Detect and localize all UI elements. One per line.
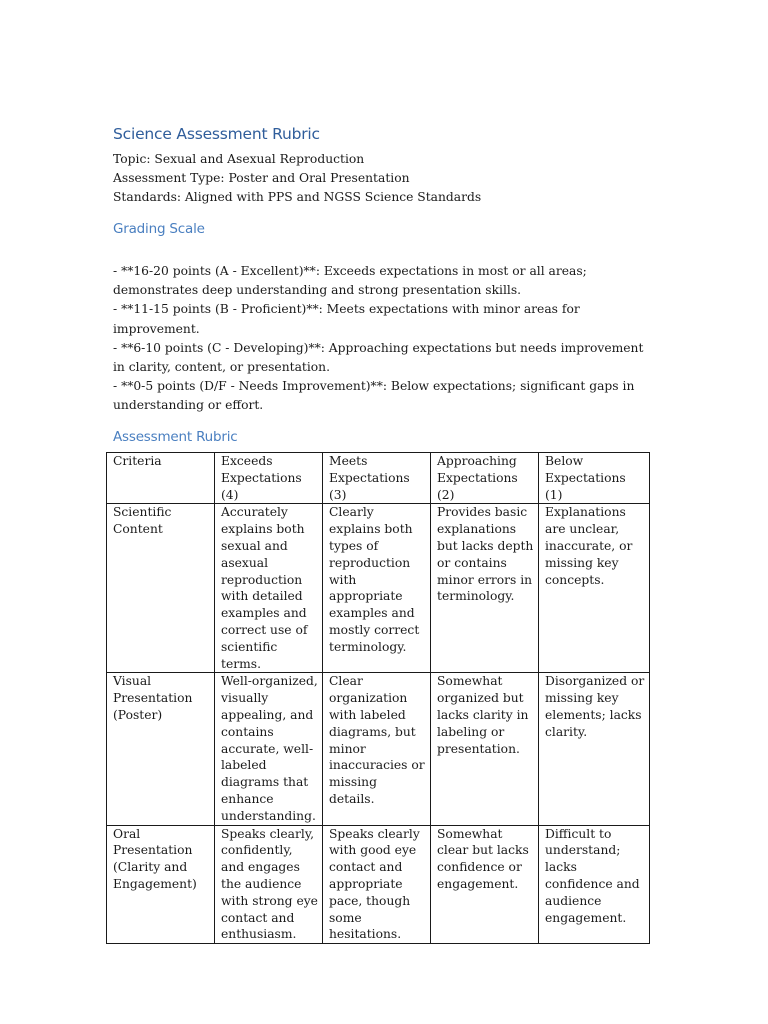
rubric-cell: Clear organization with labeled diagrams, but minor inaccuracies or missing details. (323, 673, 431, 825)
grading-scale-heading: Grading Scale (113, 221, 205, 237)
criteria-cell: Visual Presentation (Poster) (107, 673, 215, 825)
rubric-cell: Accurately explains both sexual and asexual reproduction with detailed examples and correct use of scientific terms. (215, 504, 323, 673)
assessment-rubric-heading: Assessment Rubric (113, 429, 238, 445)
rubric-cell: Clearly explains both types of reproduction with appropriate examples and mostly correct terminology. (323, 504, 431, 673)
rubric-row-scientific-content (107, 504, 650, 673)
document-meta (113, 150, 481, 208)
header-cell: Exceeds Expectations (4) (215, 453, 323, 504)
grading-scale-item: - **11-15 points (B - Proficient)**: Meets expectations with minor areas for improvement. (113, 302, 580, 336)
rubric-table (106, 452, 650, 944)
header-cell: Below Expectations (1) (539, 453, 650, 504)
rubric-row-visual-presentation (107, 673, 650, 825)
header-cell: Criteria (107, 453, 215, 504)
rubric-row-oral-presentation (107, 825, 650, 944)
rubric-cell: Speaks clearly, confidently, and engages the audience with strong eye contact and enthusiasm. (215, 825, 323, 944)
criteria-cell: Oral Presentation (Clarity and Engagement) (107, 825, 215, 944)
grading-scale-list (113, 262, 653, 416)
document-title: Science Assessment Rubric (113, 125, 320, 143)
header-cell: Meets Expectations (3) (323, 453, 431, 504)
rubric-cell: Speaks clearly with good eye contact and appropriate pace, though some hesitations. (323, 825, 431, 944)
rubric-cell: Provides basic explanations but lacks depth or contains minor errors in terminology. (431, 504, 539, 673)
grading-scale-item: - **16-20 points (A - Excellent)**: Exceeds expectations in most or all areas; demonstrates deep understanding and strong presentation skills. (113, 264, 587, 298)
rubric-cell: Somewhat organized but lacks clarity in labeling or presentation. (431, 673, 539, 825)
rubric-cell: Explanations are unclear, inaccurate, or missing key concepts. (539, 504, 650, 673)
rubric-header-row (107, 453, 650, 504)
criteria-cell: Scientific Content (107, 504, 215, 673)
standards-line: Standards: Aligned with PPS and NGSS Science Standards (113, 190, 482, 205)
rubric-cell: Well-organized, visually appealing, and contains accurate, well-labeled diagrams that enhance understanding. (215, 673, 323, 825)
rubric-cell: Difficult to understand; lacks confidence and audience engagement. (539, 825, 650, 944)
grading-scale-item: - **0-5 points (D/F - Needs Improvement)**: Below expectations; significant gaps in understanding or effort. (113, 379, 635, 413)
grading-scale-item: - **6-10 points (C - Developing)**: Approaching expectations but needs improvement in clarity, content, or presentation. (113, 340, 644, 375)
header-cell: Approaching Expectations (2) (431, 453, 539, 504)
assessment-type-line: Assessment Type: Poster and Oral Presentation (113, 171, 410, 186)
rubric-cell: Somewhat clear but lacks confidence or engagement. (431, 825, 539, 944)
topic-line: Topic: Sexual and Asexual Reproduction (113, 152, 365, 166)
rubric-cell: Disorganized or missing key elements; lacks clarity. (539, 673, 650, 825)
